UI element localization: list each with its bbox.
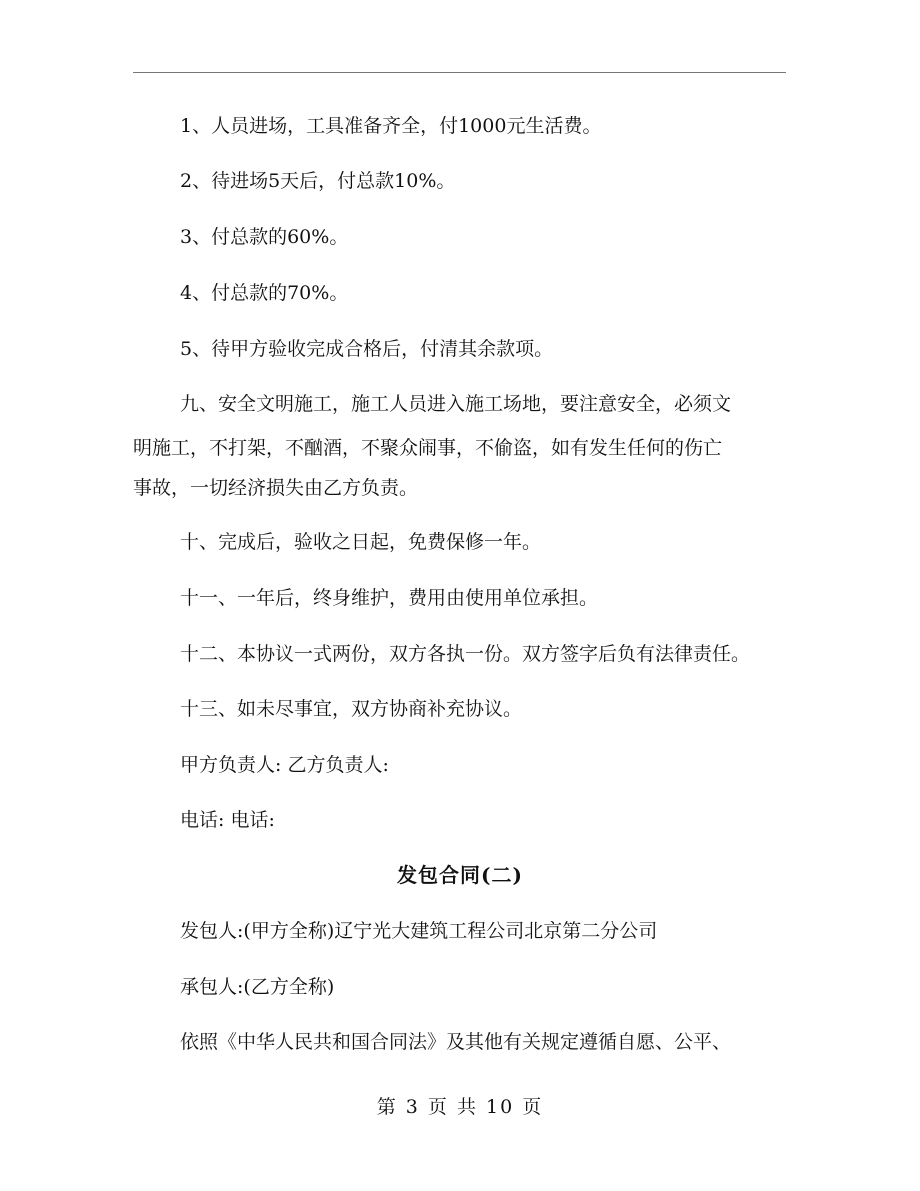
clause-12: 十二、本协议一式两份，双方各执一份。双方签字后负有法律责任。 [180, 643, 751, 665]
payment-item-1: 1、人员进场，工具准备齐全，付1000元生活费。 [180, 115, 602, 137]
payment-item-4: 4、付总款的70%。 [180, 282, 349, 304]
clause-9-line-3: 事故，一切经济损失由乙方负责。 [133, 477, 419, 499]
section-title: 发包合同(二) [397, 863, 523, 887]
signatory-line: 甲方负责人: 乙方负责人: [180, 754, 389, 776]
header-rule [133, 72, 786, 73]
clause-13: 十三、如未尽事宜，双方协商补充协议。 [180, 698, 523, 720]
clause-9-line-2: 明施工，不打架，不酗酒，不聚众闹事，不偷盗，如有发生任何的伤亡 [133, 437, 723, 459]
payment-item-2: 2、待进场5天后，付总款10%。 [180, 170, 456, 192]
clause-10: 十、完成后，验收之日起，免费保修一年。 [180, 531, 542, 553]
payment-item-5: 5、待甲方验收完成合格后，付清其余款项。 [180, 338, 554, 360]
payment-item-3: 3、付总款的60%。 [180, 226, 349, 248]
contractee-line: 承包人:(乙方全称) [180, 976, 335, 998]
clause-9-line-1: 九、安全文明施工，施工人员进入施工场地，要注意安全，必须文 [180, 393, 732, 415]
phone-line: 电话: 电话: [180, 809, 275, 831]
clause-11: 十一、一年后，终身维护，费用由使用单位承担。 [180, 587, 599, 609]
page-footer: 第 3 页 共 10 页 [376, 1096, 544, 1118]
legal-basis-line: 依照《中华人民共和国合同法》及其他有关规定遵循自愿、公平、 [180, 1031, 732, 1053]
contractor-line: 发包人:(甲方全称)辽宁光大建筑工程公司北京第二分公司 [180, 920, 658, 942]
